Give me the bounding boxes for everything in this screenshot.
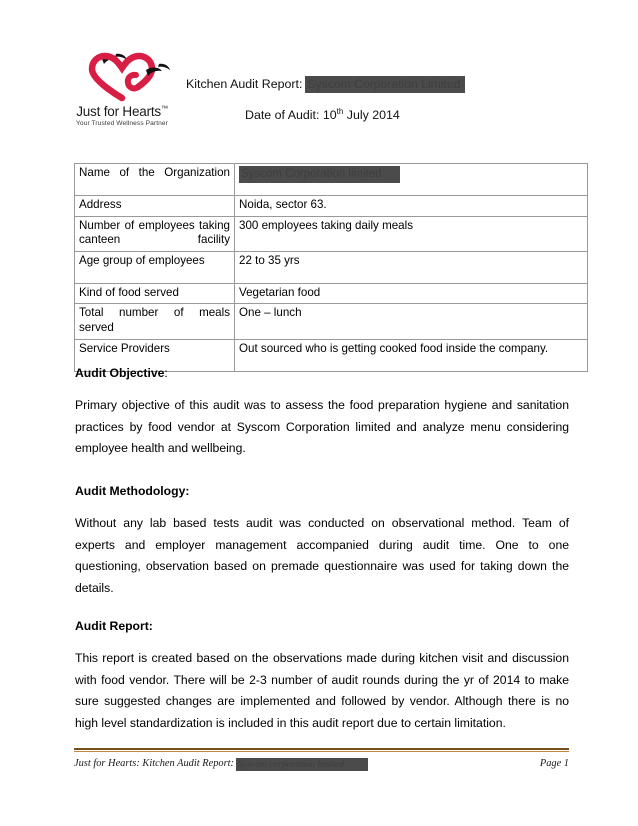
table-cell-value: 22 to 35 yrs: [235, 251, 588, 283]
table-cell-label: Address: [75, 196, 235, 217]
table-cell-value: Vegetarian food: [235, 283, 588, 304]
section-body: Without any lab based tests audit was conducted on observational method. Team of experts and employer management accompanied during audit time. One to one questioning, observation based on premade questionnaire was used for taking down the details.: [75, 516, 569, 595]
table-row: [75, 216, 588, 251]
trademark-symbol: ™: [160, 105, 168, 113]
section-body: Primary objective of this audit was to assess the food preparation hygiene and sanitation practices by food vendor at Syscom Corporation limited and analyze menu considering employee health and wellbeing.: [75, 398, 569, 455]
redacted-organization-name-footer: Syscom corporation limited: [236, 758, 368, 771]
audit-date: [245, 107, 400, 123]
table-cell-label: Name of the Organization: [75, 164, 235, 196]
logo-wordmark-text: Just for Hearts: [76, 104, 161, 119]
table-row: [75, 251, 588, 283]
section-audit-report: [75, 619, 569, 734]
section-audit-objective: [75, 366, 569, 460]
document-footer: [74, 748, 569, 770]
brand-logo: [66, 52, 178, 127]
table-row: [75, 304, 588, 339]
section-heading: Audit Report:: [75, 619, 153, 633]
table-cell-label: Age group of employees: [75, 251, 235, 283]
table-cell-value: 300 employees taking daily meals: [235, 216, 588, 251]
table-cell-value: One – lunch: [235, 304, 588, 339]
audit-date-label: Date of Audit:: [245, 108, 320, 122]
audit-date-rest: July 2014: [346, 108, 400, 122]
table-cell-label: Kind of food served: [75, 283, 235, 304]
section-heading-colon: :: [164, 366, 168, 380]
footer-row: [74, 757, 569, 770]
report-title: [186, 76, 465, 93]
page-number: Page 1: [539, 758, 569, 769]
audit-date-day: 10: [322, 108, 337, 122]
logo-tagline: Your Trusted Wellness Partner: [76, 120, 168, 128]
table-row: [75, 283, 588, 304]
document-header: [0, 0, 638, 150]
redacted-organization-name-cell: Syscom Corporation limited: [239, 166, 400, 183]
table-cell-value: Noida, sector 63.: [235, 196, 588, 217]
table-cell-label: Number of employees taking canteen facility: [75, 216, 235, 251]
audit-date-ordinal: th: [336, 106, 344, 116]
table-cell-label: Total number of meals served: [75, 304, 235, 339]
footer-rule-light: [74, 751, 569, 752]
table-row: [75, 196, 588, 217]
section-heading: Audit Methodology:: [75, 484, 190, 498]
footer-left: [74, 757, 368, 770]
section-heading: [75, 366, 569, 381]
report-title-label: Kitchen Audit Report:: [186, 77, 303, 91]
table-cell-value: Out sourced who is getting cooked food inside the company.: [235, 339, 588, 371]
heart-logo-icon: [66, 52, 178, 104]
footer-label: Just for Hearts: Kitchen Audit Report:: [74, 758, 234, 769]
redacted-organization-name: Syscom Corporation Limited: [305, 76, 465, 93]
section-audit-methodology: [75, 484, 569, 599]
section-body: This report is created based on the observations made during kitchen visit and discussion with food vendor. There will be 2-3 number of audit rounds during the yr of 2014 to make sure suggested changes are implemented and followed by vendor. Although there is no high level standardization is included in this audit report due to certain limitation.: [75, 651, 569, 730]
organization-info-table: [74, 163, 588, 372]
table-row: [75, 164, 588, 196]
logo-wordmark: [66, 105, 178, 119]
footer-rule-dark: [74, 748, 569, 750]
table-cell-value: [235, 164, 588, 196]
table-cell-label: Service Providers: [75, 339, 235, 371]
section-heading-text: Audit Objective: [75, 366, 165, 380]
